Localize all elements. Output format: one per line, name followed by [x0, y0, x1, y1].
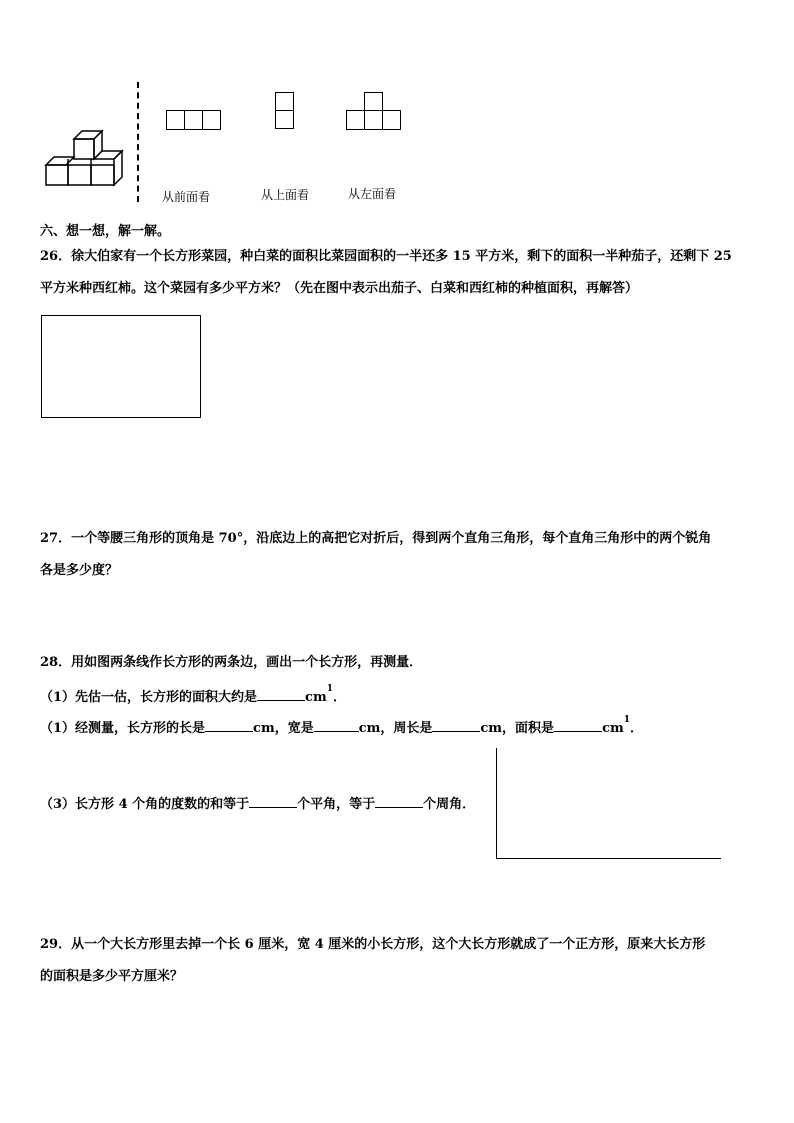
punctuation: ． — [630, 721, 644, 736]
unit-label: cm — [602, 721, 624, 736]
top-view-label: 从上面看 — [261, 188, 310, 202]
text-segment: 个平角，等于 — [297, 797, 376, 812]
q27-line1: 27．一个等腰三角形的顶角是 70°，沿底边上的高把它对折后，得到两个直角三角形，每个直角三角形中的两个锐角 — [40, 531, 712, 546]
text-segment: cm，周长是 — [358, 721, 433, 736]
q27-line2: 各是多少度？ — [40, 563, 119, 578]
left-view-grid — [346, 92, 402, 130]
answer-blank[interactable] — [432, 717, 480, 732]
answer-blank[interactable] — [314, 717, 359, 732]
q28-part2 — [40, 717, 643, 739]
front-view-grid — [166, 110, 222, 130]
top-view-grid — [275, 92, 295, 130]
q26-line2: 平方米种西红柿。这个菜园有多少平方米？（先在图中表示出茄子、白菜和西红柿的种植面积，再解答） — [40, 281, 639, 296]
section-heading: 六、想一想，解一解。 — [40, 224, 171, 239]
q28-part3 — [40, 793, 475, 815]
answer-blank[interactable] — [554, 717, 602, 732]
unit-superscript: 1 — [326, 684, 333, 694]
text-segment: cm，宽是 — [253, 721, 314, 736]
q28-intro: 28．用如图两条线作长方形的两条边，画出一个长方形，再测量． — [40, 655, 423, 670]
punctuation: ． — [332, 690, 346, 705]
dashed-divider — [137, 82, 139, 202]
q28-part2-prefix: （1）经测量，长方形的长是 — [40, 721, 206, 736]
answer-blank[interactable] — [257, 686, 305, 701]
text-segment: cm，面积是 — [480, 721, 555, 736]
vertical-side-line — [496, 748, 497, 859]
unit-label: cm — [305, 690, 327, 705]
left-view-label: 从左面看 — [348, 187, 397, 201]
answer-blank[interactable] — [205, 717, 253, 732]
q26-line1: 26．徐大伯家有一个长方形菜园，种白菜的面积比菜园面积的一半还多 15 平方米，剩下的面积一半种茄子，还剩下 25 — [40, 249, 732, 264]
garden-rectangle — [41, 315, 201, 418]
horizontal-side-line — [496, 858, 721, 859]
cube-stack-figure — [40, 125, 130, 191]
q29-line2: 的面积是多少平方厘米？ — [40, 969, 184, 984]
front-view-label: 从前面看 — [162, 190, 211, 204]
answer-blank[interactable] — [375, 793, 423, 808]
unit-superscript: 1 — [623, 715, 630, 725]
answer-blank[interactable] — [249, 793, 297, 808]
q28-part1-prefix: （1）先估一估，长方形的面积大约是 — [40, 690, 258, 705]
text-segment: 个周角． — [423, 797, 476, 812]
q29-line1: 29．从一个大长方形里去掉一个长 6 厘米，宽 4 厘米的小长方形，这个大长方形就成了一个正方形，原来大长方形 — [40, 937, 706, 952]
q28-part1 — [40, 686, 346, 708]
q28-part3-prefix: （3）长方形 4 个角的度数的和等于 — [40, 797, 250, 812]
